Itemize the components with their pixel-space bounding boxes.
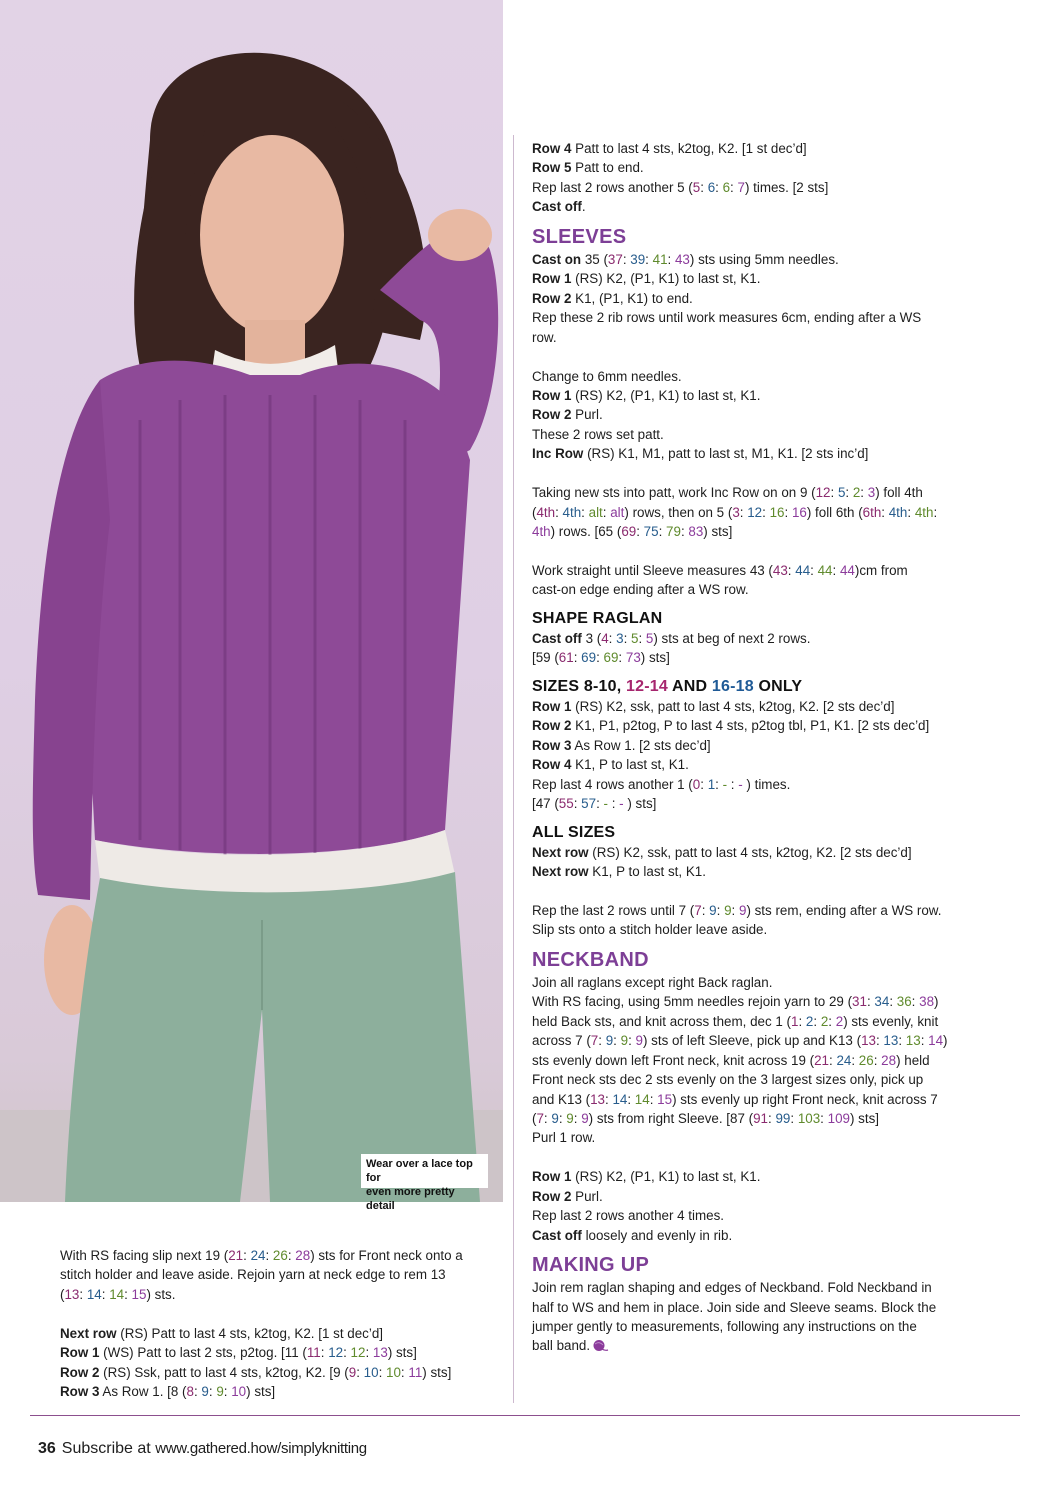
caption-line: even more pretty detail <box>366 1186 455 1212</box>
instruction-line: across 7 (7: 9: 9: 9) sts of left Sleeve, pick up and K13 (13: 13: 13: 14) <box>532 1033 948 1049</box>
section-heading-sleeves: SLEEVES <box>532 225 627 248</box>
instruction-line: half to WS and hem in place. Join side and Sleeve seams. Block the <box>532 1299 937 1315</box>
instruction-line: Row 1 (RS) K2, (P1, K1) to last st, K1. <box>532 271 761 287</box>
instruction-line: stitch holder and leave aside. Rejoin yarn at neck edge to rem 13 <box>60 1267 446 1283</box>
instruction-line: sts evenly down left Front neck, knit across 19 (21: 24: 26: 28) held <box>532 1052 930 1068</box>
instruction-line: Row 1 (RS) K2, ssk, patt to last 4 sts, k2tog, K2. [2 sts dec’d] <box>532 698 895 714</box>
instruction-line: Row 1 (RS) K2, (P1, K1) to last st, K1. <box>532 387 761 403</box>
page-number: 36 <box>38 1440 56 1457</box>
instruction-line: (4th: 4th: alt: alt) rows, then on 5 (3: 12: 16: 16) foll 6th (6th: 4th: 4th: <box>532 504 938 520</box>
instruction-line: [59 (61: 69: 69: 73) sts] <box>532 650 670 666</box>
caption-line: Wear over a lace top for <box>366 1158 473 1184</box>
model-illustration <box>0 0 503 1202</box>
instruction-line: Row 5 Patt to end. <box>532 160 644 176</box>
pattern-left-column <box>60 1246 500 1402</box>
instruction-line: Change to 6mm needles. <box>532 368 682 384</box>
instruction-line: Next row (RS) Patt to last 4 sts, k2tog, K2. [1 st dec’d] <box>60 1325 384 1341</box>
instruction-line: Row 1 (RS) K2, (P1, K1) to last st, K1. <box>532 1169 761 1185</box>
instruction-line: Row 3 As Row 1. [2 sts dec’d] <box>532 737 711 753</box>
instruction-line: Row 1 (WS) Patt to last 2 sts, p2tog. [11 (11: 12: 12: 13) sts] <box>60 1345 417 1361</box>
instruction-line: Rep last 2 rows another 4 times. <box>532 1208 725 1224</box>
instruction-line: With RS facing slip next 19 (21: 24: 26: 28) sts for Front neck onto a <box>60 1248 463 1263</box>
instruction-line: ball band. <box>532 1336 977 1355</box>
instruction-line: row. <box>532 329 557 345</box>
photo-caption <box>361 1154 488 1212</box>
instruction-line: jumper gently to measurements, following any instructions on the <box>532 1319 917 1335</box>
section-heading-neckband: NECKBAND <box>532 948 649 971</box>
instruction-line: Rep last 4 rows another 1 (0: 1: - : - ) times. <box>532 776 791 792</box>
subscribe-label: Subscribe at <box>61 1440 156 1457</box>
instruction-line: [47 (55: 57: - : - ) sts] <box>532 796 657 812</box>
instruction-line: Row 2 Purl. <box>532 407 603 423</box>
instruction-line: Row 2 (RS) Ssk, patt to last 4 sts, k2tog, K2. [9 (9: 10: 10: 11) sts] <box>60 1364 452 1380</box>
yarn-ball-icon <box>593 1338 608 1351</box>
instruction-line: Row 4 K1, P to last st, K1. <box>532 757 689 773</box>
instruction-line: held Back sts, and knit across them, dec 1 (1: 2: 2: 2) sts evenly, knit <box>532 1013 939 1029</box>
instruction-line: Inc Row (RS) K1, M1, patt to last st, M1, K1. [2 sts inc’d] <box>532 446 869 462</box>
instruction-line: Next row (RS) K2, ssk, patt to last 4 sts, k2tog, K2. [2 sts dec’d] <box>532 844 912 860</box>
instruction-line: Row 3 As Row 1. [8 (8: 9: 9: 10) sts] <box>60 1384 276 1400</box>
instruction-line: Row 4 Patt to last 4 sts, k2tog, K2. [1 st dec’d] <box>532 141 807 156</box>
instruction-line: Rep last 2 rows another 5 (5: 6: 6: 7) times. [2 sts] <box>532 179 829 195</box>
section-heading-sizes: SIZES 8-10, 12-14 AND 16-18 ONLY <box>532 677 803 695</box>
instruction-line: cast-on edge ending after a WS row. <box>532 582 749 598</box>
instruction-line: Cast off 3 (4: 3: 5: 5) sts at beg of next 2 rows. <box>532 630 811 646</box>
instruction-line: Next row K1, P to last st, K1. <box>532 864 706 879</box>
instruction-line: Cast on 35 (37: 39: 41: 43) sts using 5mm needles. <box>532 251 839 267</box>
instruction-line: Front neck sts dec 2 sts evenly on the 3 largest sizes only, pick up <box>532 1072 924 1088</box>
section-heading-making-up: MAKING UP <box>532 1254 650 1277</box>
instruction-line: Row 2 Purl. <box>532 1188 603 1204</box>
page-footer <box>38 1437 367 1461</box>
instruction-line: Row 2 K1, P1, p2tog, P to last 4 sts, p2tog tbl, P1, K1. [2 sts dec’d] <box>532 718 930 734</box>
instruction-line: Rep these 2 rib rows until work measures 6cm, ending after a WS <box>532 310 922 326</box>
instruction-line: Purl 1 row. <box>532 1130 596 1146</box>
instruction-line: 4th) rows. [65 (69: 75: 79: 83) sts] <box>532 524 733 540</box>
instruction-line: (13: 14: 14: 15) sts. <box>60 1286 176 1302</box>
instruction-line: (7: 9: 9: 9) sts from right Sleeve. [87 (91: 99: 103: 109) sts] <box>532 1110 879 1126</box>
instruction-line: Slip sts onto a stitch holder leave aside. <box>532 922 768 938</box>
section-heading-all-sizes: ALL SIZES <box>532 823 616 841</box>
instruction-line: Rep the last 2 rows until 7 (7: 9: 9: 9) sts rem, ending after a WS row. <box>532 902 942 918</box>
instruction-line: These 2 rows set patt. <box>532 426 664 442</box>
instruction-line: and K13 (13: 14: 14: 15) sts evenly up right Front neck, knit across 7 <box>532 1091 938 1107</box>
instruction-line: Cast off loosely and evenly in rib. <box>532 1227 733 1243</box>
column-divider <box>513 135 514 1403</box>
instruction-line: Work straight until Sleeve measures 43 (43: 44: 44: 44)cm from <box>532 563 908 579</box>
footer-rule <box>30 1415 1020 1416</box>
pattern-right-column <box>532 139 977 1356</box>
subscribe-link[interactable]: www.gathered.how/simplyknitting <box>155 1440 367 1457</box>
model-photo <box>0 0 503 1212</box>
section-heading-shape-raglan: SHAPE RAGLAN <box>532 609 663 627</box>
instruction-line: Taking new sts into patt, work Inc Row on on 9 (12: 5: 2: 3) foll 4th <box>532 485 923 501</box>
instruction-line: Row 2 K1, (P1, K1) to end. <box>532 290 693 306</box>
instruction-line: Join rem raglan shaping and edges of Neckband. Fold Neckband in <box>532 1280 932 1296</box>
instruction-line: Cast off. <box>532 199 586 215</box>
instruction-line: With RS facing, using 5mm needles rejoin yarn to 29 (31: 34: 36: 38) <box>532 994 939 1010</box>
instruction-line: Join all raglans except right Back raglan. <box>532 974 773 990</box>
